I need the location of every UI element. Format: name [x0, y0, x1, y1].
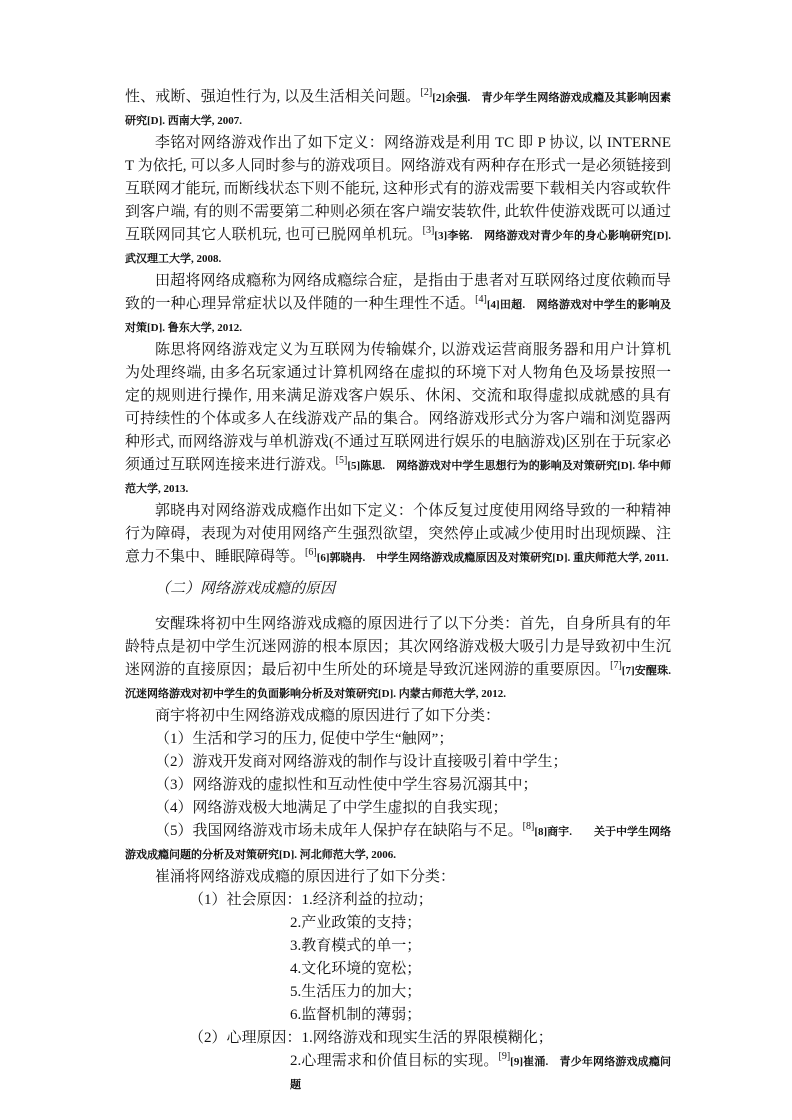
shangyu-cause-item-1	[125, 728, 671, 751]
para-anxingzhu-causes	[125, 613, 682, 705]
footnote-superscript: [5]	[335, 455, 348, 466]
shangyu-cause-item-2	[125, 751, 671, 774]
document-body-text	[125, 86, 682, 1096]
footnote-superscript: [6]	[305, 547, 317, 558]
body-text-run: （5）我国网络游戏市场未成年人保护存在缺陷与不足。	[155, 823, 523, 839]
body-text-run: 崔涌将网络游戏成瘾的原因进行了如下分类：	[155, 869, 456, 885]
para-tianchao-definition	[125, 270, 671, 339]
shangyu-cause-item-5	[125, 820, 671, 866]
cuiyong-social-cause-4	[125, 958, 671, 981]
shangyu-cause-item-4	[125, 797, 671, 820]
cuiyong-social-cause-3	[125, 935, 671, 958]
body-text-run: 田超将网络成瘾称为网络成瘾综合症，是指由于患者对互联网络过度依赖而导致的一种心理异常症状以及伴随的一种生理性不适。	[125, 273, 671, 312]
inline-citation: [7]安醒珠. 沉迷网络游戏对初中学生的负面影响分析及对策研究[D]. 内蒙古师范大学, 2012.	[125, 665, 682, 700]
footnote-superscript: [9]	[498, 1051, 511, 1062]
body-text-run: 陈思将网络游戏定义为互联网为传输媒介, 以游戏运营商服务器和用户计算机为处理终端, 由多名玩家通过计算机网络在虚拟的环境下对人物角色及场景按照一定的规则进行操作, 用来满足游戏客户娱乐、休闲、交流和取得虚拟成就感的具有可持续性的个体或多人在线游戏产品的集合。网络游戏形式分为客户端和浏览器两种形式, 而网络游戏与单机游戏(不通过互联网进行娱乐的电脑游戏)区别在于玩家必须通过互联网连接来进行游戏。	[125, 342, 671, 473]
body-text-run: 5.生活压力的加大；	[290, 984, 422, 1000]
cuiyong-social-cause-5	[125, 981, 671, 1004]
body-text-run: 2.产业政策的支持；	[290, 915, 422, 931]
inline-citation: [6]郭晓冉. 中学生网络游戏成瘾原因及对策研究[D]. 重庆师范大学, 2011.	[316, 552, 669, 564]
inline-citation: [5]陈思. 网络游戏对中学生思想行为的影响及对策研究[D]. 华中师范大学, 2013.	[125, 460, 671, 495]
body-text-run: （1）生活和学习的压力, 促使中学生“触网”；	[155, 731, 454, 747]
footnote-superscript: [3]	[422, 225, 435, 236]
body-text-run: 4.文化环境的宽松；	[290, 961, 422, 977]
body-text-run: （1）社会原因：1.经济利益的拉动；	[189, 892, 433, 908]
inline-citation: [8]商宇. 关于中学生网络游戏成瘾问题的分析及对策研究[D]. 河北师范大学, 2006.	[125, 826, 671, 861]
body-text-run: 郭晓冉对网络游戏成瘾作出如下定义：个体反复过度使用网络导致的一种精神行为障碍，表现为对使用网络产生强烈欲望，突然停止或减少使用时出现烦躁、注意力不集中、睡眠障碍等。	[125, 503, 671, 565]
body-text-run: 李铭对网络游戏作出了如下定义：网络游戏是利用 TC 即 P 协议, 以 INTERNET 为依托, 可以多人同时参与的游戏项目。网络游戏有两种存在形式一是必须链接到互联网才能玩, 而断线状态下则不能玩, 这种形式有的游戏需要下载相关内容或软件到客户端, 有的则不需要第二种则必须在客户端安装软件, 此软件使游戏既可以通过互联网同其它人联机玩, 也可已脱网单机玩。	[125, 135, 671, 243]
cuiyong-psych-cause-2	[125, 1050, 671, 1096]
para-addiction-symptoms-continuation	[125, 86, 671, 132]
section-heading-causes	[125, 578, 671, 601]
footnote-superscript: [8]	[522, 821, 535, 832]
shangyu-cause-item-3	[125, 774, 671, 797]
cuiyong-social-cause-1	[125, 889, 671, 912]
para-shangyu-intro	[125, 705, 671, 728]
cuiyong-social-cause-2	[125, 912, 671, 935]
body-text-run: （2）游戏开发商对网络游戏的制作与设计直接吸引着中学生；	[155, 754, 568, 770]
inline-citation: [3]李铭. 网络游戏对青少年的身心影响研究[D]. 武汉理工大学, 2008.	[125, 230, 671, 265]
para-cuiyong-intro	[125, 866, 671, 889]
para-guoxiaoran-definition	[125, 500, 671, 569]
body-text-run: （3）网络游戏的虚拟性和互动性使中学生容易沉溺其中；	[155, 777, 538, 793]
cuiyong-social-cause-6	[125, 1004, 671, 1027]
body-text-run: 2.心理需求和价值目标的实现。	[290, 1053, 499, 1069]
footnote-superscript: [4]	[475, 294, 487, 305]
body-text-run: 3.教育模式的单一；	[290, 938, 422, 954]
inline-citation: [2]余强. 青少年学生网络游戏成瘾及其影响因素研究[D]. 西南大学, 2007.	[125, 92, 671, 127]
inline-citation: [9]崔涌. 青少年网络游戏成瘾问题	[290, 1056, 671, 1091]
inline-citation: [4]田超. 网络游戏对中学生的影响及对策[D]. 鲁东大学, 2012.	[125, 299, 671, 334]
body-text-run: （4）网络游戏极大地满足了中学生虚拟的自我实现；	[155, 800, 508, 816]
cuiyong-psych-cause-1	[125, 1027, 671, 1050]
para-liming-definition	[125, 132, 671, 270]
footnote-superscript: [7]	[610, 660, 622, 671]
body-text-run: 6.监督机制的薄弱；	[290, 1007, 422, 1023]
body-text-run: 商宇将初中生网络游戏成瘾的原因进行了如下分类：	[155, 708, 501, 724]
body-text-run: （二）网络游戏成瘾的原因	[155, 581, 336, 597]
para-chensi-definition	[125, 339, 671, 500]
body-text-run: （2）心理原因：1.网络游戏和现实生活的界限模糊化；	[189, 1030, 553, 1046]
body-text-run: 性、戒断、强迫性行为, 以及生活相关问题。	[125, 89, 421, 105]
footnote-superscript: [2]	[420, 87, 433, 98]
body-text-run: 安醒珠将初中生网络游戏成瘾的原因进行了以下分类：首先，自身所具有的年龄特点是初中学生沉迷网游的根本原因；其次网络游戏极大吸引力是导致初中生沉迷网游的直接原因；最后初中生所处的环境是导致沉迷网游的重要原因。	[125, 616, 671, 678]
